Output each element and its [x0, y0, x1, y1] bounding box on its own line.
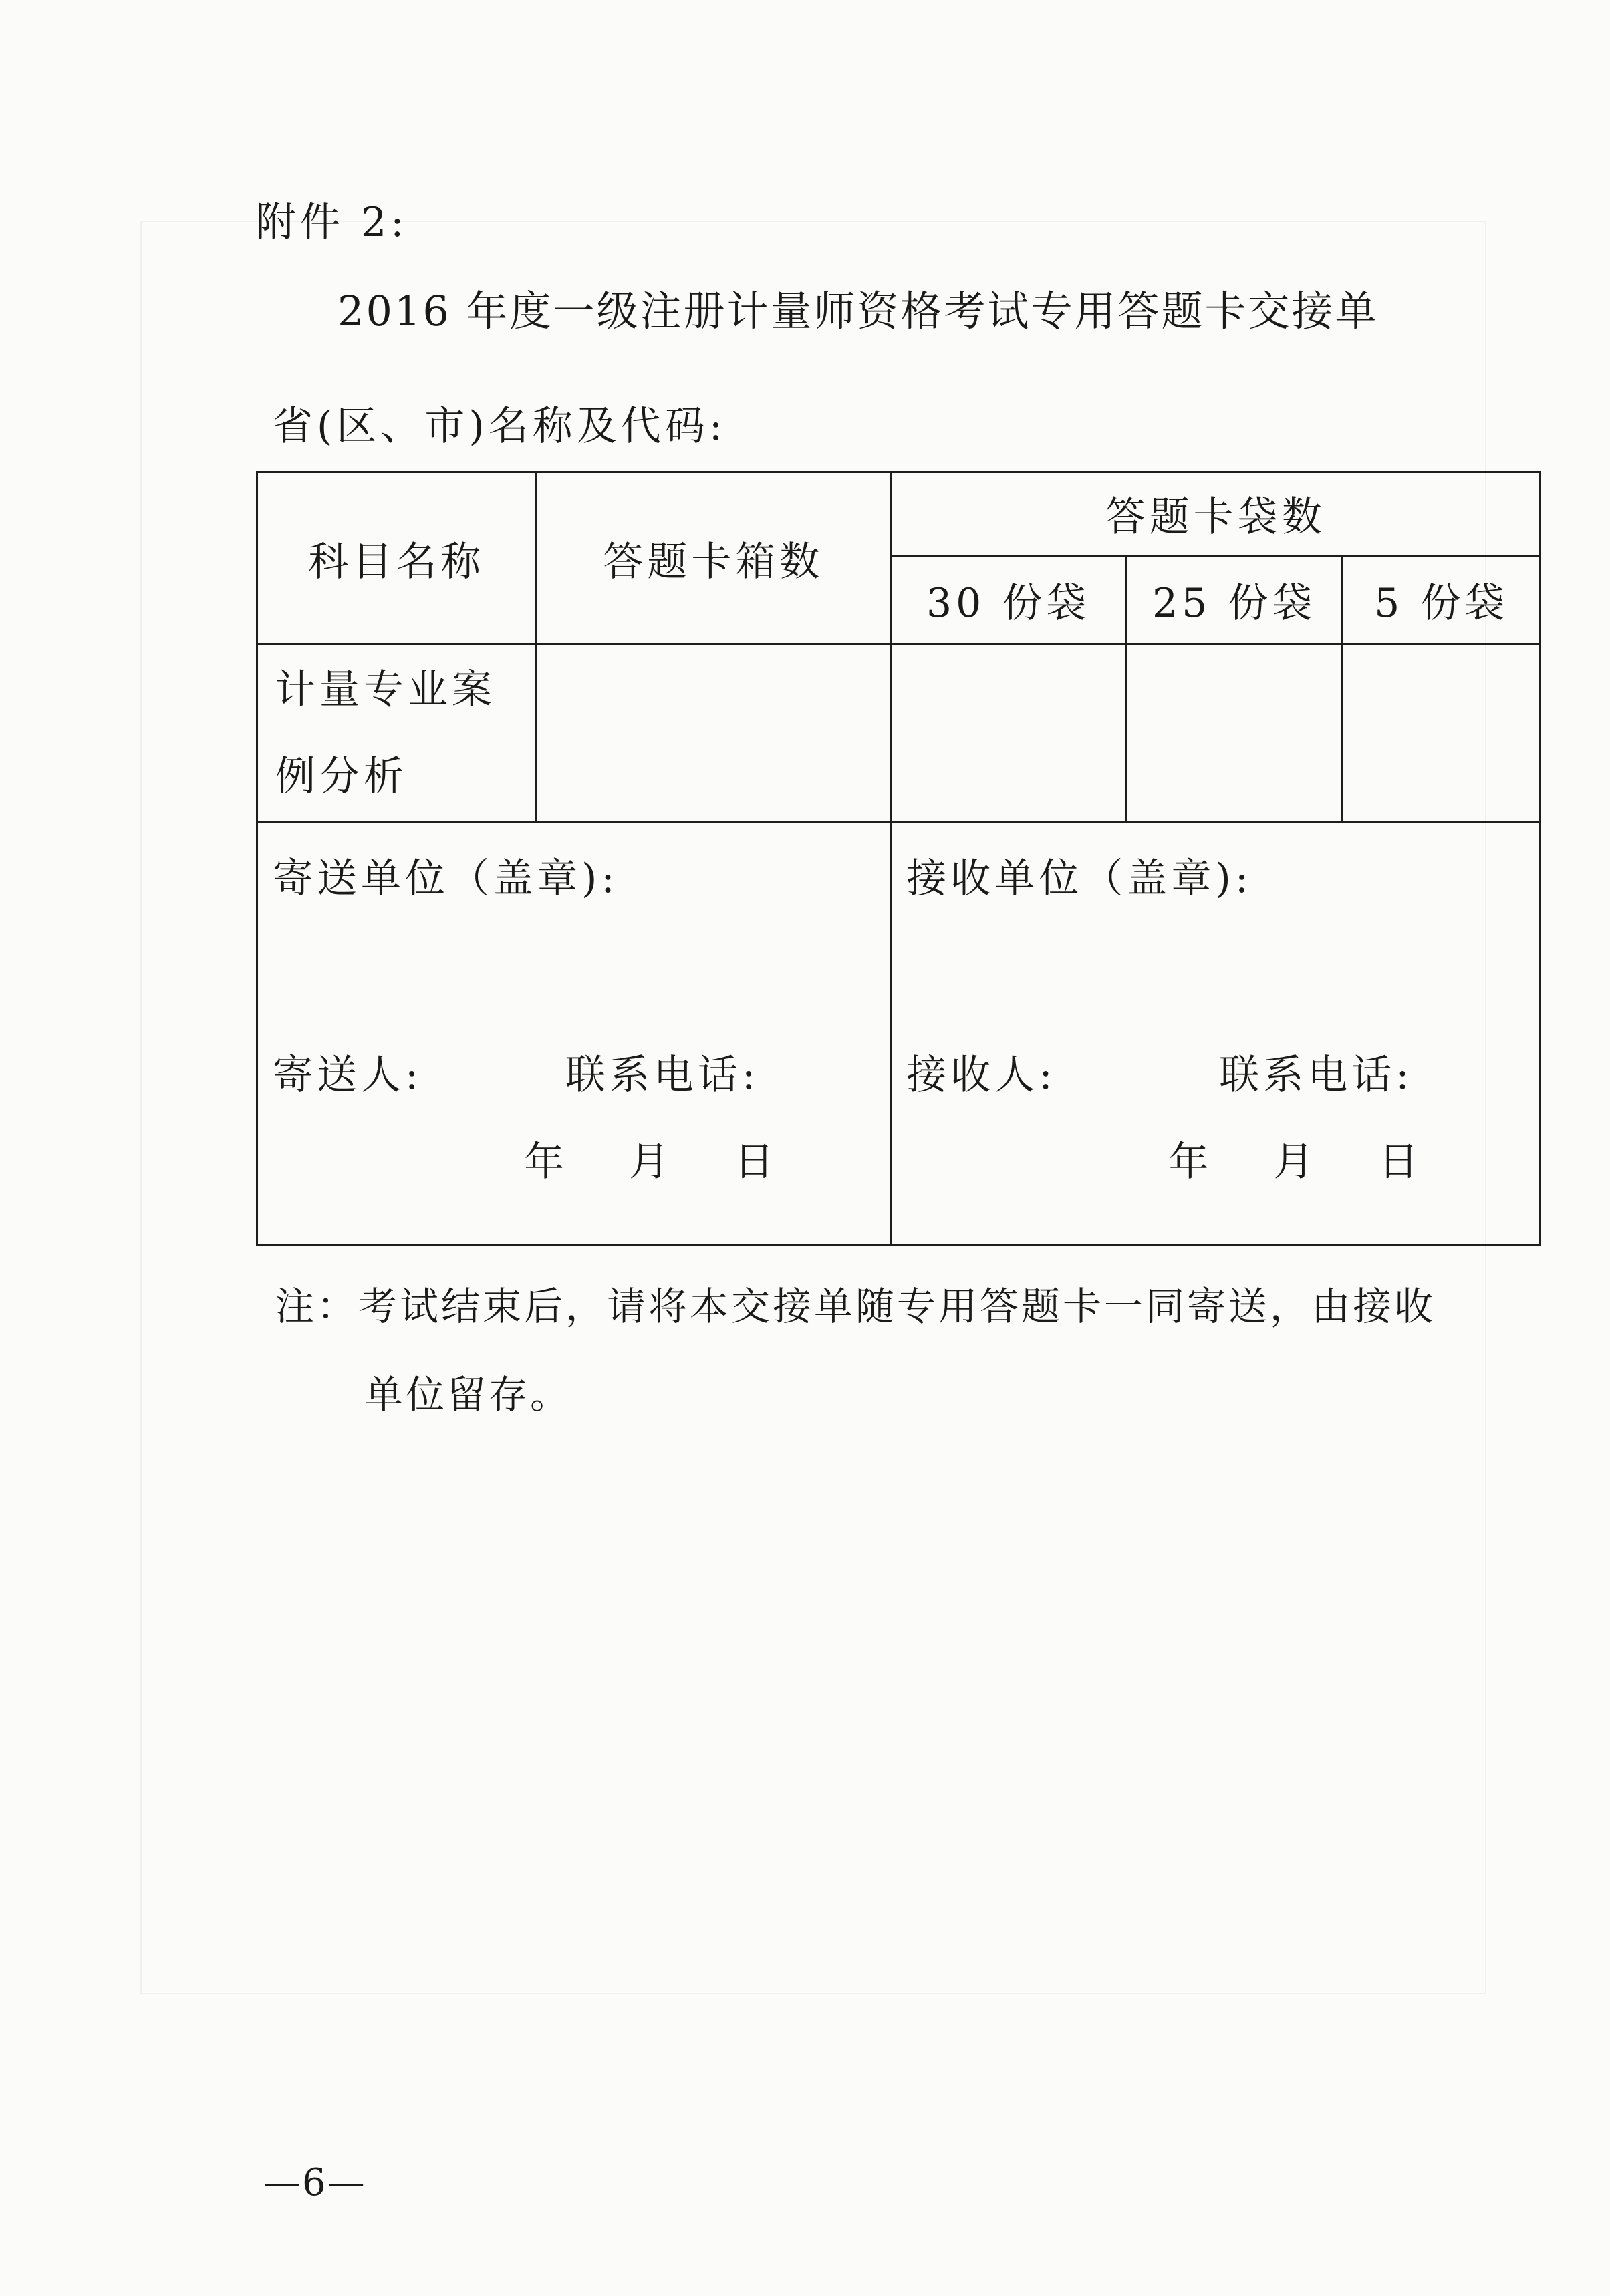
- receiver-unit-label: 接收单位（盖章):: [906, 855, 1253, 902]
- header-bags: 答题卡袋数: [891, 472, 1540, 556]
- header-boxes: 答题卡箱数: [536, 472, 891, 645]
- page-title: 2016 年度一级注册计量师资格考试专用答题卡交接单: [338, 287, 1379, 335]
- handover-table: [256, 471, 1541, 1246]
- subject-line-1: 计量专业案: [275, 666, 496, 713]
- receiver-person-label: 接收人:: [906, 1052, 1057, 1099]
- receiver-phone-label: 联系电话:: [1219, 1052, 1414, 1099]
- note-line-1: 注：考试结束后，请将本交接单随专用答题卡一同寄送，由接收: [275, 1284, 1436, 1329]
- header-subject: 科目名称: [257, 472, 536, 645]
- attachment-label: 附件 2:: [256, 199, 408, 246]
- sender-date-label: 年 月 日: [524, 1139, 779, 1185]
- sender-person-label: 寄送人:: [273, 1052, 423, 1099]
- note-line-2: 单位留存。: [364, 1372, 572, 1417]
- bag-25-value-cell[interactable]: [1125, 645, 1343, 822]
- header-bag-25: 25 份袋: [1125, 556, 1343, 645]
- bag-30-value-cell[interactable]: [891, 645, 1125, 822]
- province-label: 省(区、市)名称及代码:: [273, 403, 727, 450]
- bag-5-value-cell[interactable]: [1343, 645, 1540, 822]
- header-bag-30: 30 份袋: [891, 556, 1125, 645]
- subject-cell: [257, 645, 536, 822]
- receiver-section: [891, 822, 1540, 1245]
- boxes-value-cell[interactable]: [536, 645, 891, 822]
- sender-section: [257, 822, 891, 1245]
- sender-phone-label: 联系电话:: [565, 1052, 760, 1099]
- page-number: —6—: [263, 2161, 366, 2204]
- sender-unit-label: 寄送单位（盖章):: [273, 855, 619, 902]
- receiver-date-label: 年 月 日: [1168, 1139, 1423, 1185]
- header-bag-5: 5 份袋: [1343, 556, 1540, 645]
- subject-line-2: 例分析: [275, 753, 408, 800]
